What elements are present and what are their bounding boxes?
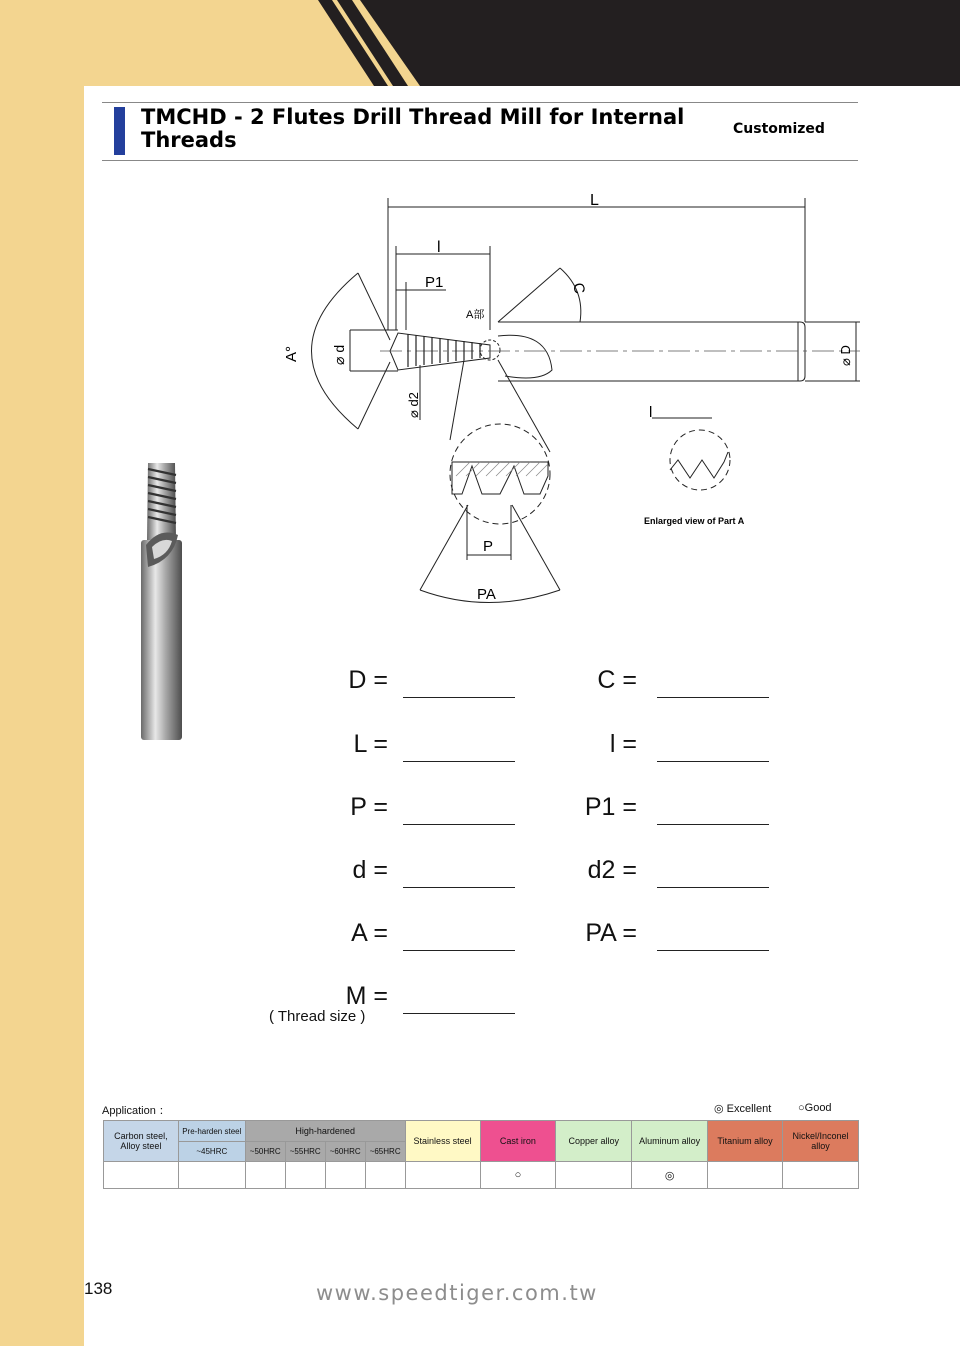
- rating-copper: [556, 1162, 632, 1189]
- header-stainless: Stainless steel: [405, 1121, 480, 1162]
- rating-50hrc: [245, 1162, 285, 1189]
- rating-55hrc: [285, 1162, 325, 1189]
- rating-nickel: [782, 1162, 858, 1189]
- field-label-D: D =: [348, 666, 388, 694]
- subheader-55hrc: ~55HRC: [285, 1142, 325, 1162]
- field-input-d[interactable]: [403, 887, 515, 888]
- page-title: TMCHD - 2 Flutes Drill Thread Mill for Internal Threads: [141, 105, 685, 152]
- title-bottom-rule: [102, 160, 858, 161]
- application-table: [103, 1120, 859, 1189]
- technical-drawing: [280, 185, 870, 605]
- subheader-50hrc: ~50HRC: [245, 1142, 285, 1162]
- header-high-hardened: High-hardened: [245, 1121, 405, 1142]
- header-nickel: Nickel/Inconel alloy: [782, 1121, 858, 1162]
- rating-stainless: [405, 1162, 480, 1189]
- field-input-P[interactable]: [403, 824, 515, 825]
- label-C: C: [569, 281, 588, 296]
- label-PA: PA: [477, 586, 496, 603]
- field-label-C: C =: [597, 666, 637, 694]
- field-label-d: d =: [352, 856, 388, 884]
- field-label-P1: P1 =: [584, 793, 637, 821]
- rating-65hrc: [365, 1162, 405, 1189]
- label-D: ⌀ D: [838, 345, 853, 366]
- header-titanium: Titanium alloy: [708, 1121, 783, 1162]
- label-part-A: A部: [466, 309, 485, 321]
- subheader-60hrc: ~60HRC: [325, 1142, 365, 1162]
- product-image: [138, 455, 188, 745]
- title-accent-bar: [114, 107, 125, 155]
- field-label-P: P =: [350, 793, 388, 821]
- rating-aluminum: ◎: [632, 1162, 708, 1189]
- header-aluminum: Aluminum alloy: [632, 1121, 708, 1162]
- thread-size-note: ( Thread size ): [269, 1008, 366, 1025]
- rating-cast-iron: ○: [480, 1162, 556, 1189]
- field-label-PA: PA =: [585, 919, 637, 947]
- field-label-d2: d2 =: [587, 856, 637, 884]
- subheader-45hrc: ~45HRC: [178, 1142, 245, 1162]
- legend-excellent: ◎ Excellent: [714, 1103, 772, 1115]
- legend-good: ○Good: [798, 1102, 832, 1114]
- website-link[interactable]: www.speedtiger.com.tw: [316, 1281, 598, 1305]
- title-top-rule: [102, 102, 858, 103]
- field-input-M[interactable]: [403, 1013, 515, 1014]
- field-input-P1[interactable]: [657, 824, 769, 825]
- application-label: Application ：: [102, 1105, 170, 1117]
- field-input-d2[interactable]: [657, 887, 769, 888]
- rating-60hrc: [325, 1162, 365, 1189]
- field-input-C[interactable]: [657, 697, 769, 698]
- header-decoration: [0, 0, 960, 86]
- field-input-A[interactable]: [403, 950, 515, 951]
- page-number: 138: [84, 1279, 113, 1298]
- field-label-l: l =: [609, 730, 637, 758]
- rating-carbon: [104, 1162, 179, 1189]
- header-copper: Copper alloy: [556, 1121, 632, 1162]
- field-label-A: A =: [351, 919, 388, 947]
- label-A-angle: A°: [283, 345, 300, 362]
- field-input-L[interactable]: [403, 761, 515, 762]
- side-color-band: [0, 0, 84, 1346]
- label-l: l: [437, 239, 441, 256]
- rating-45hrc: [178, 1162, 245, 1189]
- customized-tag: Customized: [733, 121, 825, 137]
- label-l-enlarged: l: [649, 404, 653, 421]
- header-pre-harden: Pre-harden steel: [178, 1121, 245, 1142]
- field-input-D[interactable]: [403, 697, 515, 698]
- field-input-PA[interactable]: [657, 950, 769, 951]
- header-carbon-steel: Carbon steel, Alloy steel: [104, 1121, 179, 1162]
- field-label-L: L =: [353, 730, 388, 758]
- header-cast-iron: Cast iron: [480, 1121, 556, 1162]
- field-label-M: M =: [345, 982, 388, 1010]
- enlarged-view-caption: Enlarged view of Part A: [644, 516, 745, 526]
- rating-titanium: [708, 1162, 783, 1189]
- label-d: ⌀ d: [331, 344, 347, 365]
- label-d2: ⌀ d2: [406, 392, 421, 418]
- label-L: L: [590, 192, 599, 209]
- field-input-l[interactable]: [657, 761, 769, 762]
- label-P: P: [483, 538, 494, 555]
- label-P1: P1: [425, 274, 444, 291]
- subheader-65hrc: ~65HRC: [365, 1142, 405, 1162]
